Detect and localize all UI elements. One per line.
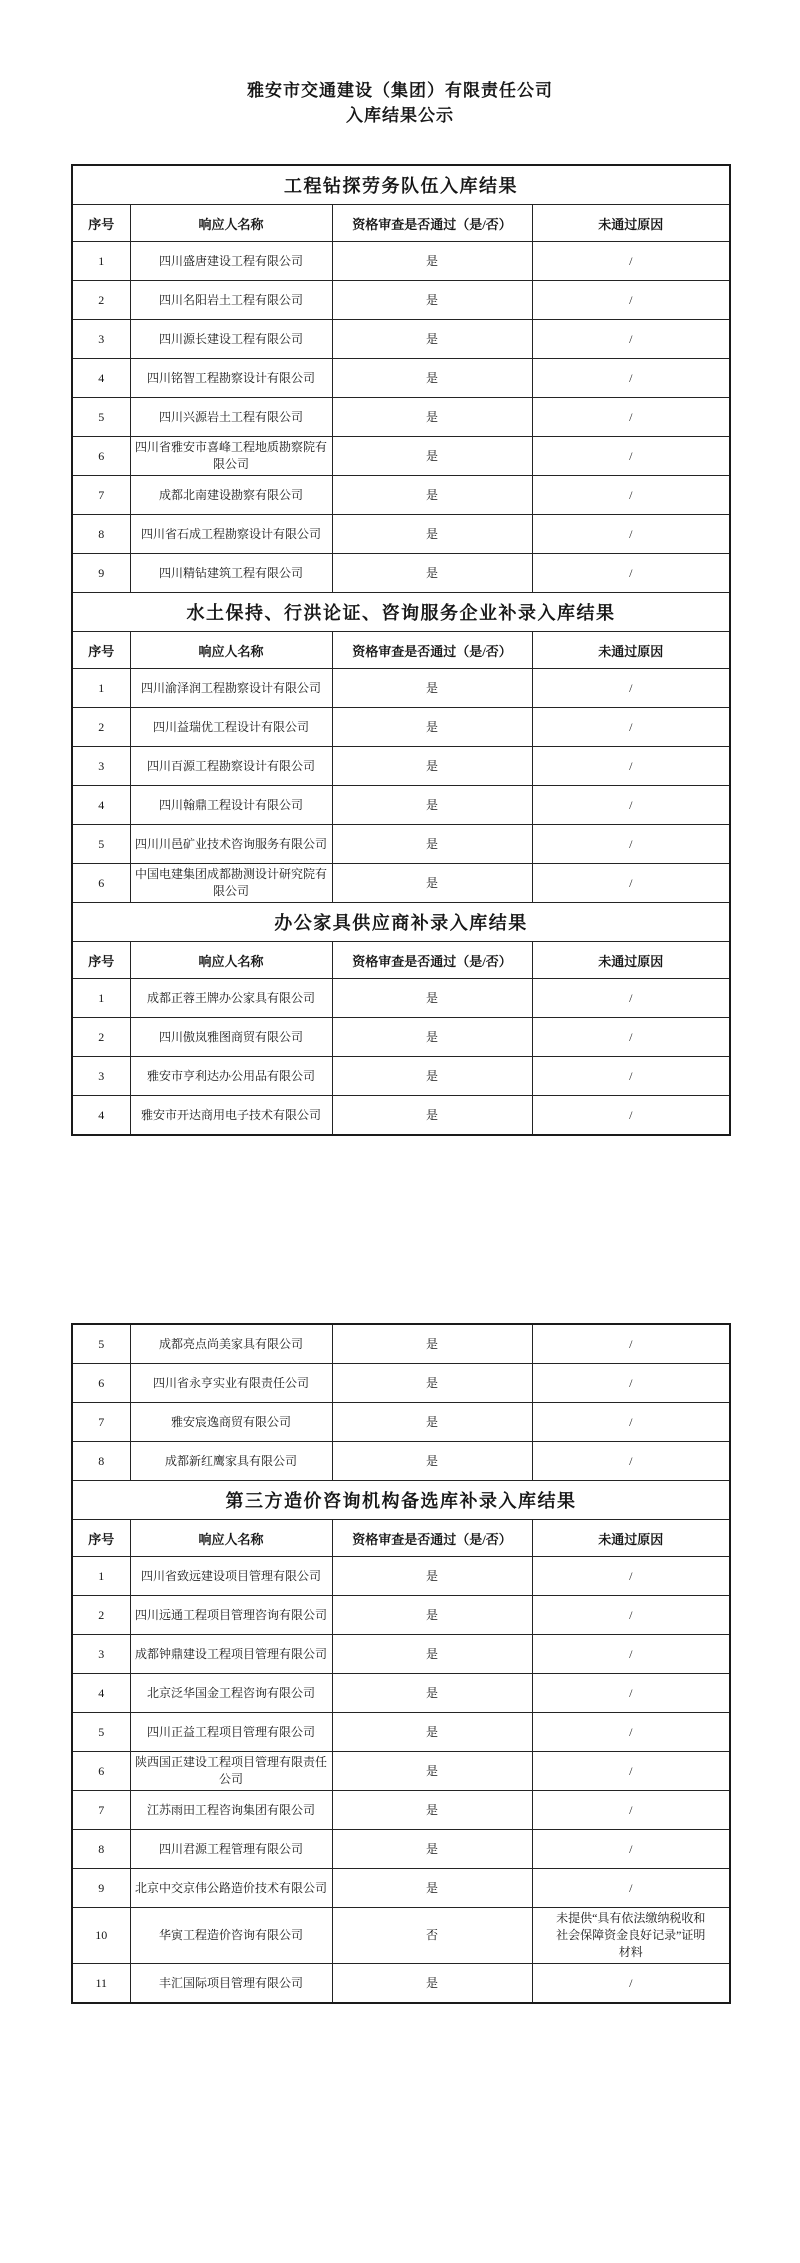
table-row xyxy=(72,1096,730,1136)
table-row xyxy=(72,1018,730,1057)
company-name-cell: 四川傲岚雅图商贸有限公司 xyxy=(130,1018,332,1057)
serial-cell: 1 xyxy=(72,979,130,1018)
serial-cell: 2 xyxy=(72,708,130,747)
serial-cell: 1 xyxy=(72,669,130,708)
column-header-row xyxy=(72,1520,730,1557)
column-header: 未通过原因 xyxy=(532,632,730,669)
column-header: 资格审查是否通过（是/否） xyxy=(332,1520,532,1557)
pass-status-cell: 是 xyxy=(332,1830,532,1869)
serial-cell: 5 xyxy=(72,825,130,864)
company-name-cell: 成都正蓉王牌办公家具有限公司 xyxy=(130,979,332,1018)
company-name-cell: 四川正益工程项目管理有限公司 xyxy=(130,1713,332,1752)
serial-cell: 2 xyxy=(72,1018,130,1057)
company-name-cell: 四川益瑞优工程设计有限公司 xyxy=(130,708,332,747)
pass-status-cell: 是 xyxy=(332,669,532,708)
table-row xyxy=(72,1869,730,1908)
table-row xyxy=(72,708,730,747)
company-name-cell: 四川精钻建筑工程有限公司 xyxy=(130,554,332,593)
serial-cell: 8 xyxy=(72,1442,130,1481)
reason-cell: / xyxy=(532,281,730,320)
table-row xyxy=(72,747,730,786)
company-name-cell: 雅安宸逸商贸有限公司 xyxy=(130,1403,332,1442)
company-name-cell: 四川渝泽润工程勘察设计有限公司 xyxy=(130,669,332,708)
serial-cell: 6 xyxy=(72,1364,130,1403)
reason-cell: / xyxy=(532,864,730,903)
reason-cell: / xyxy=(532,979,730,1018)
table-row xyxy=(72,515,730,554)
pass-status-cell: 是 xyxy=(332,554,532,593)
pass-status-cell: 是 xyxy=(332,1752,532,1791)
pass-status-cell: 是 xyxy=(332,864,532,903)
section-title-row xyxy=(72,593,730,632)
reason-cell: / xyxy=(532,437,730,476)
reason-cell: / xyxy=(532,1752,730,1791)
column-header-row xyxy=(72,205,730,242)
company-name-cell: 成都新红鹰家具有限公司 xyxy=(130,1442,332,1481)
company-name-cell: 四川翰鼎工程设计有限公司 xyxy=(130,786,332,825)
company-name-cell: 四川源长建设工程有限公司 xyxy=(130,320,332,359)
serial-cell: 4 xyxy=(72,786,130,825)
serial-cell: 4 xyxy=(72,1096,130,1136)
pass-status-cell: 是 xyxy=(332,1324,532,1364)
serial-cell: 7 xyxy=(72,476,130,515)
serial-cell: 8 xyxy=(72,1830,130,1869)
reason-cell: / xyxy=(532,398,730,437)
company-name-cell: 成都北南建设勘察有限公司 xyxy=(130,476,332,515)
column-header: 序号 xyxy=(72,205,130,242)
section-title: 工程钻探劳务队伍入库结果 xyxy=(72,165,730,205)
table-row xyxy=(72,979,730,1018)
serial-cell: 9 xyxy=(72,554,130,593)
table-row xyxy=(72,1364,730,1403)
table-row xyxy=(72,437,730,476)
table-row xyxy=(72,1403,730,1442)
company-name-cell: 四川名阳岩土工程有限公司 xyxy=(130,281,332,320)
reason-cell: / xyxy=(532,1403,730,1442)
company-name-cell: 陕西国正建设工程项目管理有限责任公司 xyxy=(130,1752,332,1791)
table-row xyxy=(72,1442,730,1481)
table-row xyxy=(72,1596,730,1635)
company-name-cell: 四川兴源岩土工程有限公司 xyxy=(130,398,332,437)
company-name-cell: 江苏雨田工程咨询集团有限公司 xyxy=(130,1791,332,1830)
reason-cell: / xyxy=(532,825,730,864)
pass-status-cell: 是 xyxy=(332,1964,532,2004)
table-row xyxy=(72,1324,730,1364)
pass-status-cell: 是 xyxy=(332,1791,532,1830)
reason-cell: / xyxy=(532,1442,730,1481)
company-name-cell: 四川铭智工程勘察设计有限公司 xyxy=(130,359,332,398)
section-title: 第三方造价咨询机构备选库补录入库结果 xyxy=(72,1481,730,1520)
reason-cell: / xyxy=(532,1791,730,1830)
reason-cell: / xyxy=(532,1964,730,2004)
serial-cell: 1 xyxy=(72,1557,130,1596)
company-name-cell: 四川省永亨实业有限责任公司 xyxy=(130,1364,332,1403)
reason-cell: / xyxy=(532,1713,730,1752)
pass-status-cell: 是 xyxy=(332,1018,532,1057)
pass-status-cell: 是 xyxy=(332,1713,532,1752)
pass-status-cell: 是 xyxy=(332,747,532,786)
company-name-cell: 中国电建集团成都勘测设计研究院有限公司 xyxy=(130,864,332,903)
company-name-cell: 四川君源工程管理有限公司 xyxy=(130,1830,332,1869)
results-table-page-2 xyxy=(71,1323,731,2004)
company-name-cell: 四川川邑矿业技术咨询服务有限公司 xyxy=(130,825,332,864)
column-header-row xyxy=(72,942,730,979)
table-row xyxy=(72,1713,730,1752)
serial-cell: 4 xyxy=(72,359,130,398)
pass-status-cell: 是 xyxy=(332,708,532,747)
column-header: 响应人名称 xyxy=(130,632,332,669)
document-title-line-2: 入库结果公示 xyxy=(346,106,454,125)
table-row xyxy=(72,864,730,903)
company-name-cell: 成都钟鼎建设工程项目管理有限公司 xyxy=(130,1635,332,1674)
reason-cell: / xyxy=(532,1674,730,1713)
table-row xyxy=(72,281,730,320)
table-row xyxy=(72,1674,730,1713)
serial-cell: 2 xyxy=(72,1596,130,1635)
reason-cell: / xyxy=(532,1635,730,1674)
company-name-cell: 北京中交京伟公路造价技术有限公司 xyxy=(130,1869,332,1908)
reason-cell: 未提供“具有依法缴纳税收和社会保障资金良好记录”证明材料 xyxy=(532,1908,730,1964)
column-header-row xyxy=(72,632,730,669)
company-name-cell: 四川省雅安市喜峰工程地质勘察院有限公司 xyxy=(130,437,332,476)
reason-cell: / xyxy=(532,1057,730,1096)
pass-status-cell: 是 xyxy=(332,1096,532,1136)
company-name-cell: 四川远通工程项目管理咨询有限公司 xyxy=(130,1596,332,1635)
column-header: 未通过原因 xyxy=(532,1520,730,1557)
reason-cell: / xyxy=(532,515,730,554)
serial-cell: 1 xyxy=(72,242,130,281)
table-row xyxy=(72,1557,730,1596)
section-title-row xyxy=(72,1481,730,1520)
pass-status-cell: 是 xyxy=(332,786,532,825)
company-name-cell: 华寅工程造价咨询有限公司 xyxy=(130,1908,332,1964)
pass-status-cell: 是 xyxy=(332,825,532,864)
reason-cell: / xyxy=(532,242,730,281)
pass-status-cell: 是 xyxy=(332,515,532,554)
document-title xyxy=(0,78,800,128)
reason-cell: / xyxy=(532,1324,730,1364)
column-header: 序号 xyxy=(72,942,130,979)
table-row xyxy=(72,1964,730,2004)
pass-status-cell: 是 xyxy=(332,398,532,437)
pass-status-cell: 是 xyxy=(332,281,532,320)
serial-cell: 5 xyxy=(72,1324,130,1364)
reason-cell: / xyxy=(532,1596,730,1635)
section-title: 办公家具供应商补录入库结果 xyxy=(72,903,730,942)
reason-cell: / xyxy=(532,1869,730,1908)
serial-cell: 5 xyxy=(72,398,130,437)
pass-status-cell: 是 xyxy=(332,1403,532,1442)
company-name-cell: 四川百源工程勘察设计有限公司 xyxy=(130,747,332,786)
pass-status-cell: 是 xyxy=(332,1057,532,1096)
column-header: 未通过原因 xyxy=(532,205,730,242)
serial-cell: 8 xyxy=(72,515,130,554)
reason-cell: / xyxy=(532,669,730,708)
table-row xyxy=(72,398,730,437)
serial-cell: 11 xyxy=(72,1964,130,2004)
serial-cell: 3 xyxy=(72,747,130,786)
serial-cell: 3 xyxy=(72,1635,130,1674)
table-row xyxy=(72,669,730,708)
table-row xyxy=(72,242,730,281)
pass-status-cell: 是 xyxy=(332,1596,532,1635)
table-row xyxy=(72,359,730,398)
company-name-cell: 丰汇国际项目管理有限公司 xyxy=(130,1964,332,2004)
company-name-cell: 成都亮点尚美家具有限公司 xyxy=(130,1324,332,1364)
results-table-page-1 xyxy=(71,164,731,1136)
column-header: 资格审查是否通过（是/否） xyxy=(332,942,532,979)
serial-cell: 9 xyxy=(72,1869,130,1908)
column-header: 响应人名称 xyxy=(130,205,332,242)
section-title-row xyxy=(72,903,730,942)
pass-status-cell: 是 xyxy=(332,1442,532,1481)
column-header: 响应人名称 xyxy=(130,942,332,979)
serial-cell: 4 xyxy=(72,1674,130,1713)
company-name-cell: 北京泛华国金工程咨询有限公司 xyxy=(130,1674,332,1713)
reason-cell: / xyxy=(532,1557,730,1596)
reason-cell: / xyxy=(532,786,730,825)
serial-cell: 7 xyxy=(72,1791,130,1830)
column-header: 资格审查是否通过（是/否） xyxy=(332,205,532,242)
serial-cell: 5 xyxy=(72,1713,130,1752)
column-header: 序号 xyxy=(72,632,130,669)
reason-cell: / xyxy=(532,747,730,786)
reason-cell: / xyxy=(532,1364,730,1403)
reason-cell: / xyxy=(532,708,730,747)
reason-cell: / xyxy=(532,1096,730,1136)
serial-cell: 6 xyxy=(72,864,130,903)
serial-cell: 3 xyxy=(72,1057,130,1096)
pass-status-cell: 是 xyxy=(332,979,532,1018)
pass-status-cell: 是 xyxy=(332,1557,532,1596)
company-name-cell: 四川省致远建设项目管理有限公司 xyxy=(130,1557,332,1596)
column-header: 响应人名称 xyxy=(130,1520,332,1557)
column-header: 序号 xyxy=(72,1520,130,1557)
pass-status-cell: 是 xyxy=(332,1674,532,1713)
pass-status-cell: 是 xyxy=(332,359,532,398)
table-row xyxy=(72,786,730,825)
pass-status-cell: 是 xyxy=(332,476,532,515)
company-name-cell: 四川省石成工程勘察设计有限公司 xyxy=(130,515,332,554)
table-row xyxy=(72,1908,730,1964)
reason-cell: / xyxy=(532,359,730,398)
table-row xyxy=(72,476,730,515)
pass-status-cell: 是 xyxy=(332,1869,532,1908)
table-row xyxy=(72,825,730,864)
pass-status-cell: 是 xyxy=(332,1364,532,1403)
section-title-row xyxy=(72,165,730,205)
serial-cell: 6 xyxy=(72,1752,130,1791)
reason-cell: / xyxy=(532,476,730,515)
company-name-cell: 雅安市开达商用电子技术有限公司 xyxy=(130,1096,332,1136)
table-row xyxy=(72,1830,730,1869)
table-row xyxy=(72,1791,730,1830)
table-row xyxy=(72,320,730,359)
company-name-cell: 雅安市亨利达办公用品有限公司 xyxy=(130,1057,332,1096)
pass-status-cell: 是 xyxy=(332,320,532,359)
reason-cell: / xyxy=(532,1018,730,1057)
reason-cell: / xyxy=(532,554,730,593)
company-name-cell: 四川盛唐建设工程有限公司 xyxy=(130,242,332,281)
reason-cell: / xyxy=(532,1830,730,1869)
serial-cell: 6 xyxy=(72,437,130,476)
serial-cell: 10 xyxy=(72,1908,130,1964)
table-row xyxy=(72,1752,730,1791)
pass-status-cell: 是 xyxy=(332,437,532,476)
section-title: 水土保持、行洪论证、咨询服务企业补录入库结果 xyxy=(72,593,730,632)
pass-status-cell: 是 xyxy=(332,1635,532,1674)
reason-cell: / xyxy=(532,320,730,359)
column-header: 未通过原因 xyxy=(532,942,730,979)
serial-cell: 2 xyxy=(72,281,130,320)
table-row xyxy=(72,1635,730,1674)
serial-cell: 7 xyxy=(72,1403,130,1442)
page-break-gap xyxy=(0,1136,800,1323)
serial-cell: 3 xyxy=(72,320,130,359)
pass-status-cell: 是 xyxy=(332,242,532,281)
column-header: 资格审查是否通过（是/否） xyxy=(332,632,532,669)
pass-status-cell: 否 xyxy=(332,1908,532,1964)
table-row xyxy=(72,1057,730,1096)
document-title-line-1: 雅安市交通建设（集团）有限责任公司 xyxy=(247,81,553,100)
table-row xyxy=(72,554,730,593)
